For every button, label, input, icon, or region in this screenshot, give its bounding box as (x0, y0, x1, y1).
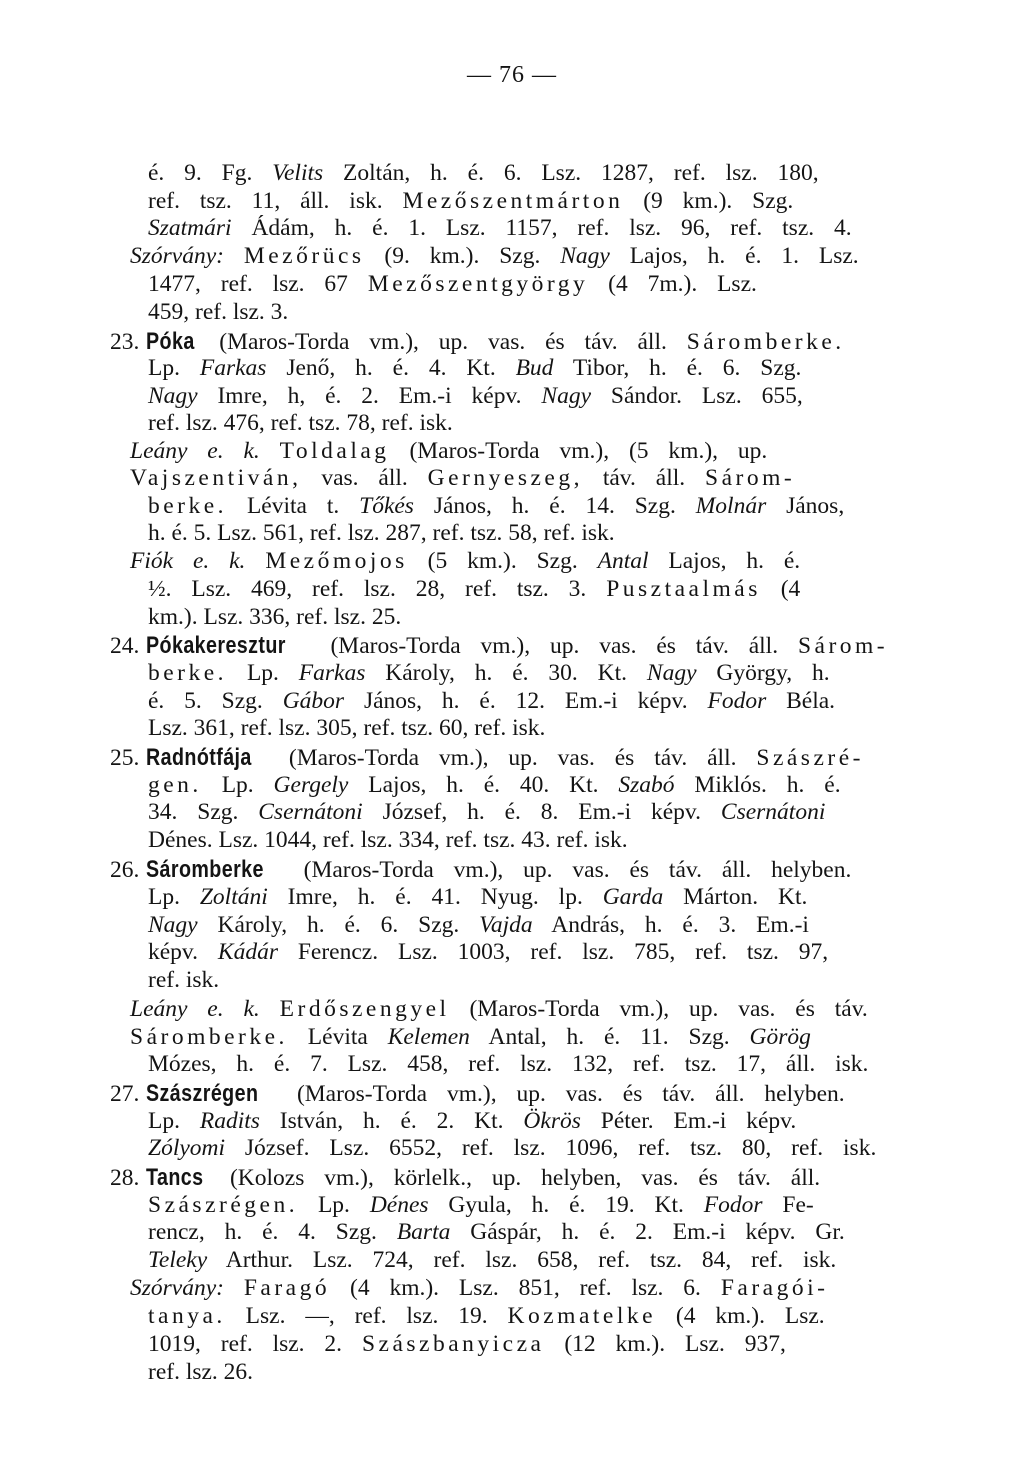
italic-name: Kelemen (387, 1024, 470, 1050)
text-run: Lp. (298, 1192, 370, 1218)
text-run: Lévita t. (227, 493, 360, 519)
text-run: Péter. Em.-i képv. (580, 1108, 797, 1134)
italic-name: Szatmári (148, 215, 232, 241)
text-run: János, (766, 493, 845, 519)
entry-line (110, 330, 845, 355)
text-run: táv. áll. (582, 465, 705, 491)
entry-heading: Radnótfája (146, 744, 252, 771)
text-line (148, 774, 841, 798)
spaced-place-name: Sáromberke. (686, 329, 845, 355)
entry-number: 28. (110, 1165, 140, 1191)
text-line (148, 1194, 814, 1218)
entry-heading: Pókakeresztur (146, 632, 286, 659)
text-line (130, 550, 800, 574)
text-line (148, 886, 807, 910)
text-run: Mózes, h. é. 7. Lsz. 458, ref. lsz. 132, ref. tsz. 17, áll. isk. (148, 1051, 869, 1077)
spaced-place-name: Gernyeszeg, (427, 465, 583, 491)
text-line (148, 1361, 253, 1385)
text-line (148, 301, 288, 325)
text-run: (9. km.). Szg. (364, 243, 561, 269)
text-run: (Maros-Torda vm.), up. vas. és táv. áll. helyben. (283, 857, 852, 883)
italic-name: Csernátoni (720, 799, 826, 825)
spaced-place-name: Sáromberke. (130, 1024, 288, 1050)
text-run: ½. Lsz. 469, ref. lsz. 28, ref. tsz. 3. (148, 576, 607, 602)
text-run: Ádám, h. é. 1. Lsz. 1157, ref. lsz. 96, ref. tsz. 4. (231, 215, 852, 241)
text-run: Lajos, h. é. 40. Kt. (348, 772, 619, 798)
text-run: ref. isk. (148, 967, 220, 993)
text-run: 34. Szg. (148, 799, 259, 825)
text-line (148, 190, 793, 214)
text-run: Lévita (287, 1024, 388, 1050)
text-run: (4 (760, 576, 801, 602)
text-run: József. Lsz. 6552, ref. lsz. 1096, ref. tsz. 80, ref. isk. (225, 1135, 877, 1161)
italic-name: Kádár (217, 939, 278, 965)
text-line (148, 941, 828, 965)
text-line (148, 1305, 825, 1329)
text-line (148, 273, 757, 297)
italic-name: Szórvány: (130, 1275, 224, 1301)
text-run: Miklós. h. é. (674, 772, 841, 798)
spaced-place-name: Szászrégen. (148, 1192, 299, 1218)
spaced-place-name: Pusztaalmás (606, 576, 761, 602)
italic-name: Bud (515, 355, 554, 381)
spaced-place-name: Mezőszentgyörgy (367, 271, 589, 297)
spaced-place-name: tanya. (148, 1303, 226, 1329)
text-line (148, 578, 800, 602)
text-run: János, h. é. 14. Szg. (413, 493, 696, 519)
spaced-place-name: Mezőrücs (243, 243, 365, 269)
italic-name: Tőkés (359, 493, 414, 519)
text-run: Lajos, h. é. (648, 548, 801, 574)
italic-name: Szórvány: (130, 243, 224, 269)
text-run: Jenő, h. é. 4. Kt. (266, 355, 516, 381)
text-run: Fe- (762, 1192, 814, 1218)
text-line (148, 690, 835, 714)
text-run: György, h. (696, 660, 830, 686)
italic-name: Nagy (646, 660, 697, 686)
italic-name: Farkas (199, 355, 267, 381)
spaced-place-name: Faragói- (720, 1275, 829, 1301)
text-run: Lp. (148, 355, 200, 381)
text-run (224, 1275, 244, 1301)
italic-name: Ökrös (523, 1108, 581, 1134)
text-run: Lp. (148, 1108, 200, 1134)
italic-name: Fodor (703, 1192, 763, 1218)
text-line (148, 412, 453, 436)
text-line (148, 606, 401, 630)
italic-name: Garda (602, 884, 664, 910)
text-line (130, 245, 859, 269)
text-run: (Maros-Torda vm.), up. vas. és táv. áll. (269, 745, 757, 771)
text-run: (Maros-Torda vm.), up. vas. és táv. áll. helyben. (277, 1081, 845, 1107)
text-run: Sándor. Lsz. 655, (591, 383, 803, 409)
spaced-place-name: Szászré- (756, 745, 864, 771)
text-line (130, 1026, 811, 1050)
text-run (260, 996, 280, 1022)
text-run (245, 548, 265, 574)
text-run: Lp. (148, 884, 200, 910)
text-line (148, 162, 819, 186)
text-line (148, 495, 844, 519)
spaced-place-name: berke. (148, 660, 228, 686)
italic-name: Gábor (282, 688, 345, 714)
italic-name: Görög (749, 1024, 811, 1050)
spaced-place-name: Faragó (243, 1275, 331, 1301)
italic-name: Velits (272, 160, 324, 186)
text-run: Lp. (201, 772, 274, 798)
text-line (148, 217, 852, 241)
text-run: Lp. (227, 660, 299, 686)
text-run: km.). Lsz. 336, ref. lsz. 25. (148, 604, 402, 630)
spaced-place-name: gen. (148, 772, 202, 798)
text-run: (4 km.). Lsz. (656, 1303, 825, 1329)
text-run: (4 km.). Lsz. 851, ref. lsz. 6. (330, 1275, 721, 1301)
entry-line (110, 634, 888, 659)
text-run: h. é. 5. Lsz. 561, ref. lsz. 287, ref. tsz. 58, ref. isk. (148, 520, 615, 546)
text-line (148, 662, 830, 686)
text-run: Tibor, h. é. 6. Szg. (553, 355, 802, 381)
entry-line (110, 746, 864, 771)
spaced-place-name: Kozmatelke (507, 1303, 657, 1329)
text-run: Imre, h. é. 41. Nyug. lp. (267, 884, 603, 910)
italic-name: Gergely (273, 772, 349, 798)
spaced-place-name: Sárom- (797, 633, 889, 659)
spaced-place-name: berke. (148, 493, 228, 519)
spaced-place-name: Szászbanyicza (361, 1331, 545, 1357)
italic-name: Zólyomi (148, 1135, 226, 1161)
text-run: (Maros-Torda vm.), up. vas. és táv. áll. (199, 329, 687, 355)
italic-name: Leány e. k. (130, 996, 260, 1022)
page-number: — 76 — (467, 62, 557, 88)
italic-name: Nagy (541, 383, 592, 409)
italic-name: Nagy (560, 243, 610, 269)
text-run: ref. lsz. 476, ref. tsz. 78, ref. isk. (148, 410, 453, 436)
entry-line (110, 1166, 820, 1191)
italic-name: Leány e. k. (130, 438, 260, 464)
entry-heading: Szászrégen (146, 1080, 259, 1107)
text-line (130, 998, 868, 1022)
text-line (148, 1249, 836, 1273)
text-run: János, h. é. 12. Em.-i képv. (344, 688, 708, 714)
text-run: Béla. (766, 688, 836, 714)
text-run: (5 km.). Szg. (407, 548, 598, 574)
text-line (148, 801, 825, 825)
text-line (130, 467, 795, 491)
text-run: 1477, ref. lsz. 67 (148, 271, 368, 297)
italic-name: Szabó (618, 772, 675, 798)
text-run: István, h. é. 2. Kt. (259, 1108, 524, 1134)
entry-line (110, 858, 851, 883)
text-line (148, 829, 628, 853)
entry-number: 23. (110, 329, 140, 355)
italic-name: Dénes (369, 1192, 429, 1218)
text-line (148, 1053, 868, 1077)
italic-name: Fodor (707, 688, 767, 714)
italic-name: Vajda (479, 912, 533, 938)
italic-name: Fiók e. k. (130, 548, 246, 574)
text-run (260, 438, 280, 464)
text-line (148, 1137, 876, 1161)
text-run (224, 243, 244, 269)
text-run: Lsz. —, ref. lsz. 19. (225, 1303, 508, 1329)
italic-name: Nagy (148, 912, 198, 938)
italic-name: Barta (396, 1219, 451, 1245)
text-run: Imre, h, é. 2. Em.-i képv. (197, 383, 542, 409)
entry-number: 24. (110, 633, 140, 659)
spaced-place-name: Sárom- (705, 465, 796, 491)
text-run: Lajos, h. é. 1. Lsz. (609, 243, 859, 269)
text-run: Zoltán, h. é. 6. Lsz. 1287, ref. lsz. 180, (323, 160, 819, 186)
text-run: é. 5. Szg. (148, 688, 283, 714)
text-line (148, 385, 803, 409)
text-run: (Kolozs vm.), körlelk., up. helyben, vas. és táv. áll. (210, 1165, 821, 1191)
text-line (148, 522, 615, 546)
text-run: (4 7m.). Lsz. (588, 271, 757, 297)
italic-name: Zoltáni (199, 884, 268, 910)
text-run: rencz, h. é. 4. Szg. (148, 1219, 397, 1245)
text-line (148, 1221, 845, 1245)
text-run: Dénes. Lsz. 1044, ref. lsz. 334, ref. tsz. 43. ref. isk. (148, 827, 628, 853)
text-run: (Maros-Torda vm.), (5 km.), up. (389, 438, 768, 464)
text-run: 459, ref. lsz. 3. (148, 299, 289, 325)
text-run: Gyula, h. é. 19. Kt. (428, 1192, 704, 1218)
text-run: é. 9. Fg. (148, 160, 273, 186)
italic-name: Molnár (695, 493, 767, 519)
text-run: (9 km.). Szg. (623, 188, 794, 214)
text-run: (12 km.). Lsz. 937, (544, 1331, 786, 1357)
entry-heading: Sáromberke (146, 856, 264, 883)
italic-name: Csernátoni (258, 799, 363, 825)
text-run: ref. lsz. 26. (148, 1359, 254, 1385)
italic-name: Antal (597, 548, 649, 574)
text-line (148, 357, 801, 381)
spaced-place-name: Toldalag (279, 438, 390, 464)
text-line (148, 969, 219, 993)
text-run: Márton. Kt. (663, 884, 808, 910)
text-run: Károly, h. é. 6. Szg. (197, 912, 480, 938)
text-line (130, 440, 767, 464)
text-run: József, h. é. 8. Em.-i képv. (362, 799, 721, 825)
text-run: képv. (148, 939, 218, 965)
text-run: Ferencz. Lsz. 1003, ref. lsz. 785, ref. tsz. 97, (277, 939, 829, 965)
text-run: ref. tsz. 11, áll. isk. (148, 188, 403, 214)
text-run: András, h. é. 3. Em.-i (532, 912, 809, 938)
entry-heading: Tancs (146, 1164, 204, 1191)
text-line (148, 1110, 796, 1134)
text-run: Arthur. Lsz. 724, ref. lsz. 658, ref. tsz. 84, ref. isk. (207, 1247, 837, 1273)
entry-line (110, 1082, 845, 1107)
text-line (130, 1277, 828, 1301)
text-run: (Maros-Torda vm.), up. vas. és táv. (449, 996, 868, 1022)
text-line (148, 1333, 786, 1357)
spaced-place-name: Mezőmojos (265, 548, 408, 574)
text-run: (Maros-Torda vm.), up. vas. és táv. áll. (310, 633, 798, 659)
text-run: 1019, ref. lsz. 2. (148, 1331, 362, 1357)
italic-name: Farkas (298, 660, 366, 686)
text-run: Antal, h. é. 11. Szg. (469, 1024, 750, 1050)
entry-number: 27. (110, 1081, 140, 1107)
spaced-place-name: Mezőszentmárton (402, 188, 624, 214)
entry-number: 26. (110, 857, 140, 883)
entry-heading: Póka (146, 328, 195, 355)
spaced-place-name: Erdőszengyel (279, 996, 450, 1022)
italic-name: Radits (199, 1108, 260, 1134)
italic-name: Nagy (148, 383, 198, 409)
text-run: Gáspár, h. é. 2. Em.-i képv. Gr. (450, 1219, 845, 1245)
text-line (148, 914, 809, 938)
text-run: Károly, h. é. 30. Kt. (365, 660, 647, 686)
spaced-place-name: Vajszentiván, (130, 465, 302, 491)
entry-number: 25. (110, 745, 140, 771)
text-run: vas. áll. (301, 465, 428, 491)
text-line (148, 717, 545, 741)
text-run: Lsz. 361, ref. lsz. 305, ref. tsz. 60, ref. isk. (148, 715, 546, 741)
italic-name: Teleky (148, 1247, 208, 1273)
